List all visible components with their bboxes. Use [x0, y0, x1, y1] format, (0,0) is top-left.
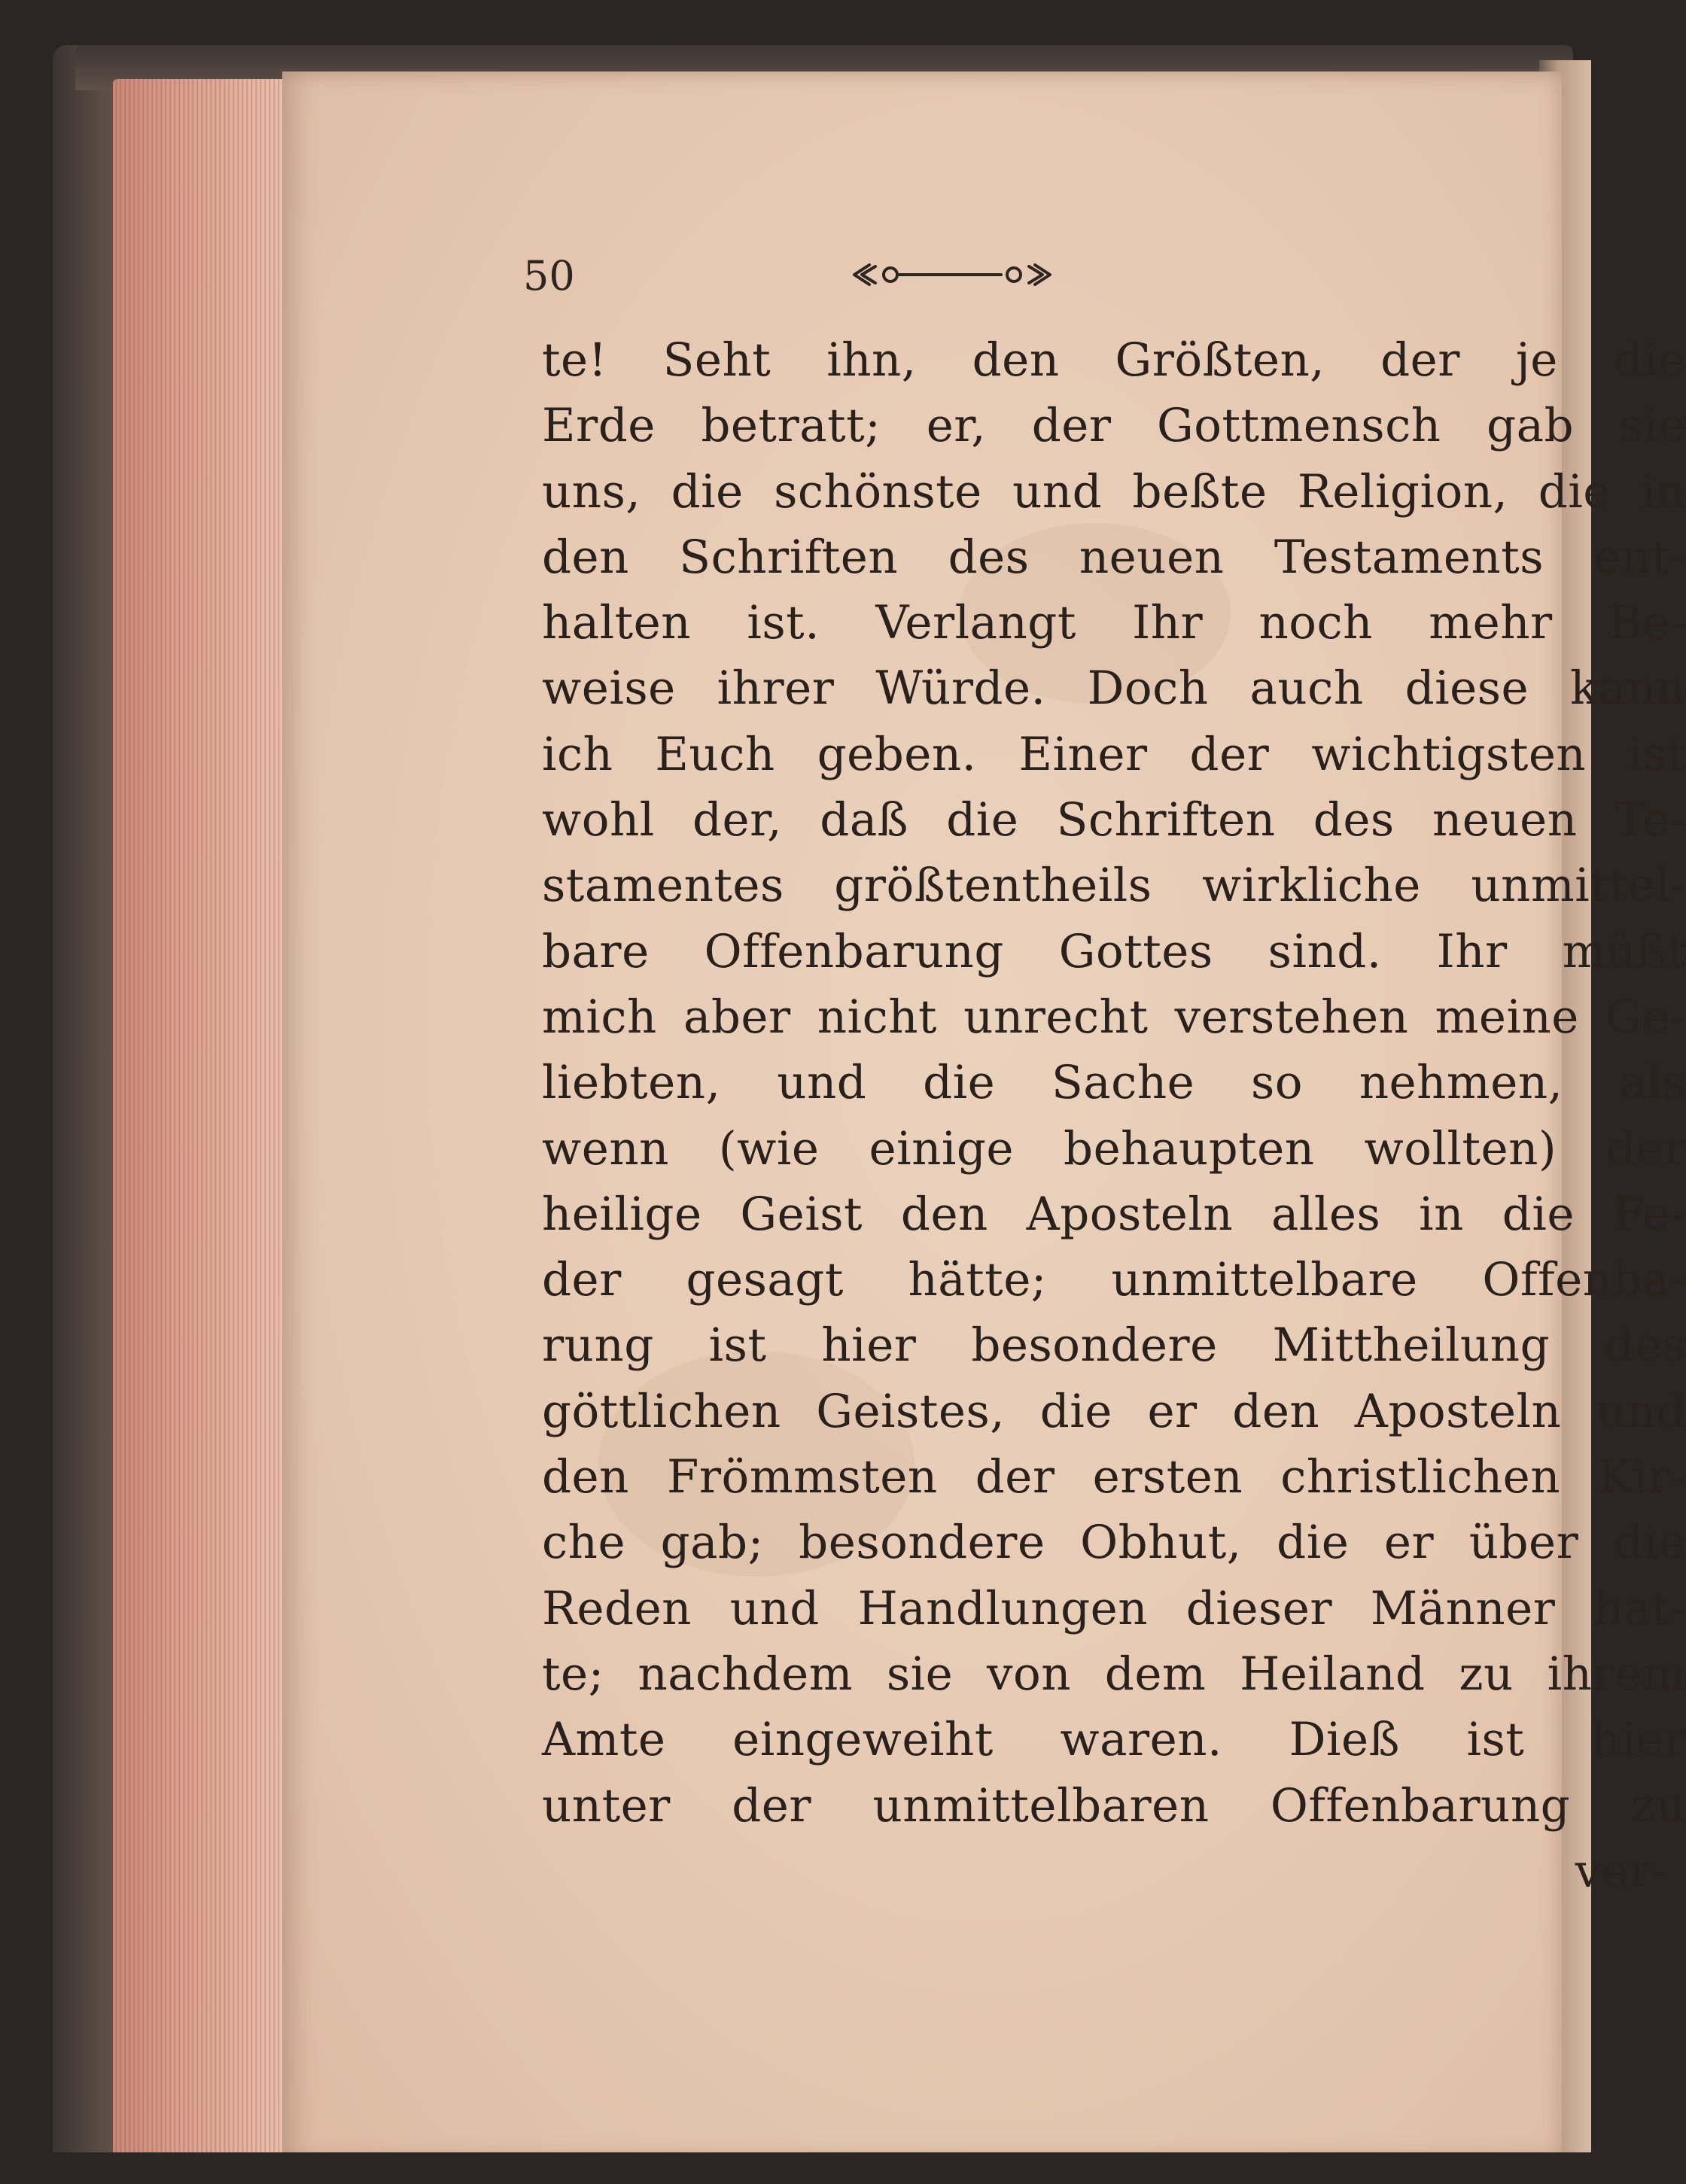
text-line: rung ist hier besondere Mittheilung des: [542, 1319, 1686, 1373]
text-line: che gab; besondere Obhut, die er über die: [542, 1516, 1686, 1570]
text-line: mich aber nicht unrecht verstehen meine Ge-: [542, 990, 1686, 1044]
text-line: göttlichen Geistes, die er den Aposteln und: [542, 1384, 1686, 1438]
text-line: te! Seht ihn, den Größten, der je die: [542, 333, 1686, 387]
text-line: den Frömmsten der ersten christlichen Kir-: [542, 1450, 1686, 1504]
text-line: Erde betratt; er, der Gottmensch gab sie: [542, 399, 1686, 453]
text-line: den Schriften des neuen Testaments ent-: [542, 530, 1686, 584]
text-line: uns, die schönste und beßte Religion, die in: [542, 464, 1686, 519]
text-line: wohl der, daß die Schriften des neuen Te-: [542, 793, 1686, 847]
text-line: stamentes größtentheils wirkliche unmittel-: [542, 859, 1686, 913]
catchword: ver-: [1575, 1844, 1667, 1898]
text-line: bare Offenbarung Gottes sind. Ihr müßt: [542, 924, 1686, 978]
book-page: [282, 71, 1686, 2160]
text-line: weise ihrer Würde. Doch auch diese kann: [542, 662, 1686, 716]
text-line: heilige Geist den Aposteln alles in die Fe-: [542, 1187, 1686, 1241]
text-line: unter der unmittelbaren Offenbarung zu: [542, 1778, 1686, 1833]
text-line: wenn (wie einige behaupten wollten) der: [542, 1121, 1686, 1176]
text-line: ich Euch geben. Einer der wichtigsten ist: [542, 727, 1686, 781]
background-bottom: [53, 2152, 1591, 2184]
text-line: der gesagt hätte; unmittelbare Offenba-: [542, 1253, 1686, 1307]
text-line: liebten, und die Sache so nehmen, als: [542, 1056, 1686, 1110]
page-edges: [113, 79, 290, 2156]
page-number: 50: [523, 252, 575, 300]
header-ornament-icon: [839, 248, 1065, 301]
body-text: [542, 327, 1686, 1904]
text-line: Amte eingeweiht waren. Dieß ist hier: [542, 1713, 1686, 1767]
text-line: te; nachdem sie von dem Heiland zu ihrem: [542, 1647, 1686, 1701]
text-line: Reden und Handlungen dieser Männer hat-: [542, 1581, 1686, 1635]
text-line: halten ist. Verlangt Ihr noch mehr Be-: [542, 596, 1686, 650]
